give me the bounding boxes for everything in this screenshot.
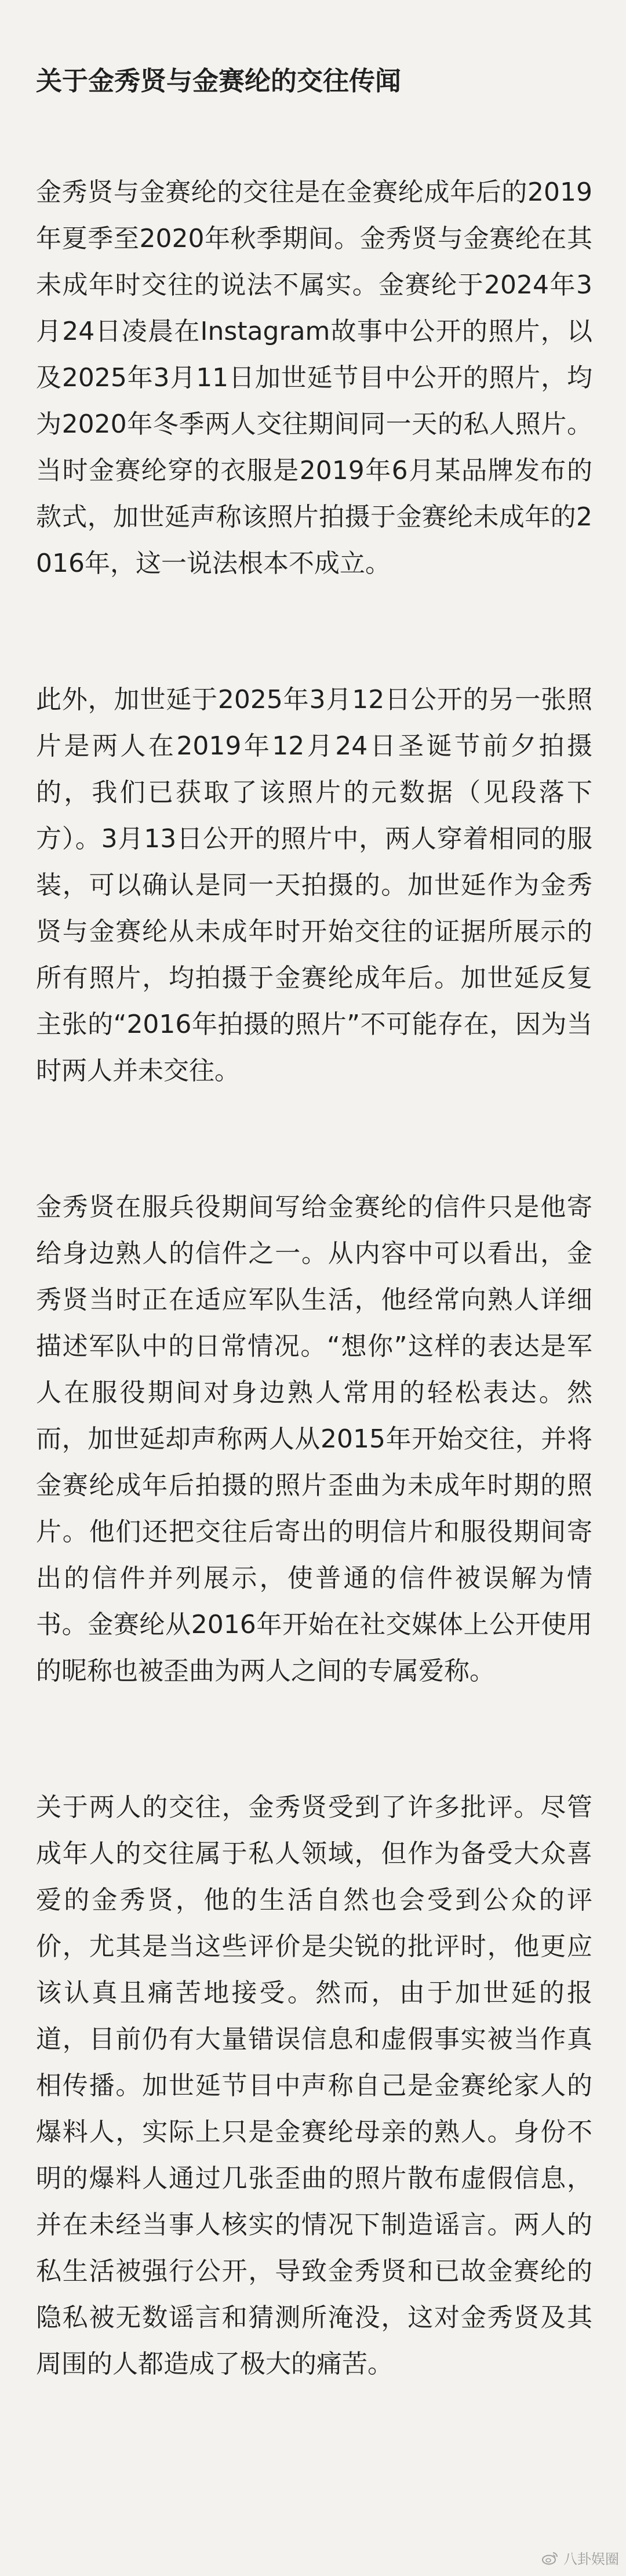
watermark-text: 八卦娱圈 bbox=[563, 2551, 619, 2567]
weibo-icon bbox=[541, 2551, 559, 2565]
paragraph-4: 关于两人的交往，金秀贤受到了许多批评。尽管成年人的交往属于私人领域，但作为备受大众喜爱的金秀贤，他的生活自然也会受到公众的评价，尤其是当这些评价是尖锐的批评时，他更应该认真且痛苦地接受。然而，由于加世延的报道，目前仍有大量错误信息和虚假事实被当作真相传播。加世延节目中声称自己是金赛纶家人的爆料人，实际上只是金赛纶母亲的熟人。身份不明的爆料人通过几张歪曲的照片散布虚假信息，并在未经当事人核实的情况下制造谣言。两人的私生活被强行公开，导致金秀贤和已故金赛纶的隐私被无数谣言和猜测所淹没，这对金秀贤及其周围的人都造成了极大的痛苦。 bbox=[36, 1793, 592, 2379]
paragraph-2: 此外，加世延于2025年3月12日公开的另一张照片是两人在2019年12月24日圣诞节前夕拍摄的，我们已获取了该照片的元数据（见段落下方）。3月13日公开的照片中，两人穿着相同的服装，可以确认是同一天拍摄的。加世延作为金秀贤与金赛纶从未成年时开始交往的证据所展示的所有照片，均拍摄于金赛纶成年后。加世延反复主张的“2016年拍摄的照片”不可能存在，因为当时两人并未交往。 bbox=[36, 685, 592, 1086]
paragraph-1: 金秀贤与金赛纶的交往是在金赛纶成年后的2019年夏季至2020年秋季期间。金秀贤与金赛纶在其未成年时交往的说法不属实。金赛纶于2024年3月24日凌晨在Instagram故事中公开的照片，以及2025年3月11日加世延节目中公开的照片，均为2020年冬季两人交往期间同一天的私人照片。当时金赛纶穿的衣服是2019年6月某品牌发布的款式，加世延声称该照片拍摄于金赛纶未成年的2016年，这一说法根本不成立。 bbox=[36, 177, 592, 578]
watermark bbox=[541, 2548, 619, 2568]
article-title: 关于金秀贤与金赛纶的交往传闻 bbox=[36, 66, 402, 96]
article bbox=[36, 64, 592, 2388]
paragraph-3: 金秀贤在服兵役期间写给金赛纶的信件只是他寄给身边熟人的信件之一。从内容中可以看出，金秀贤当时正在适应军队生活，他经常向熟人详细描述军队中的日常情况。“想你”这样的表达是军人在服役期间对身边熟人常用的轻松表达。然而，加世延却声称两人从2015年开始交往，并将金赛纶成年后拍摄的照片歪曲为未成年时期的照片。他们还把交往后寄出的明信片和服役期间寄出的信件并列展示，使普通的信件被误解为情书。金赛纶从2016年开始在社交媒体上公开使用的昵称也被歪曲为两人之间的专属爱称。 bbox=[36, 1192, 592, 1686]
